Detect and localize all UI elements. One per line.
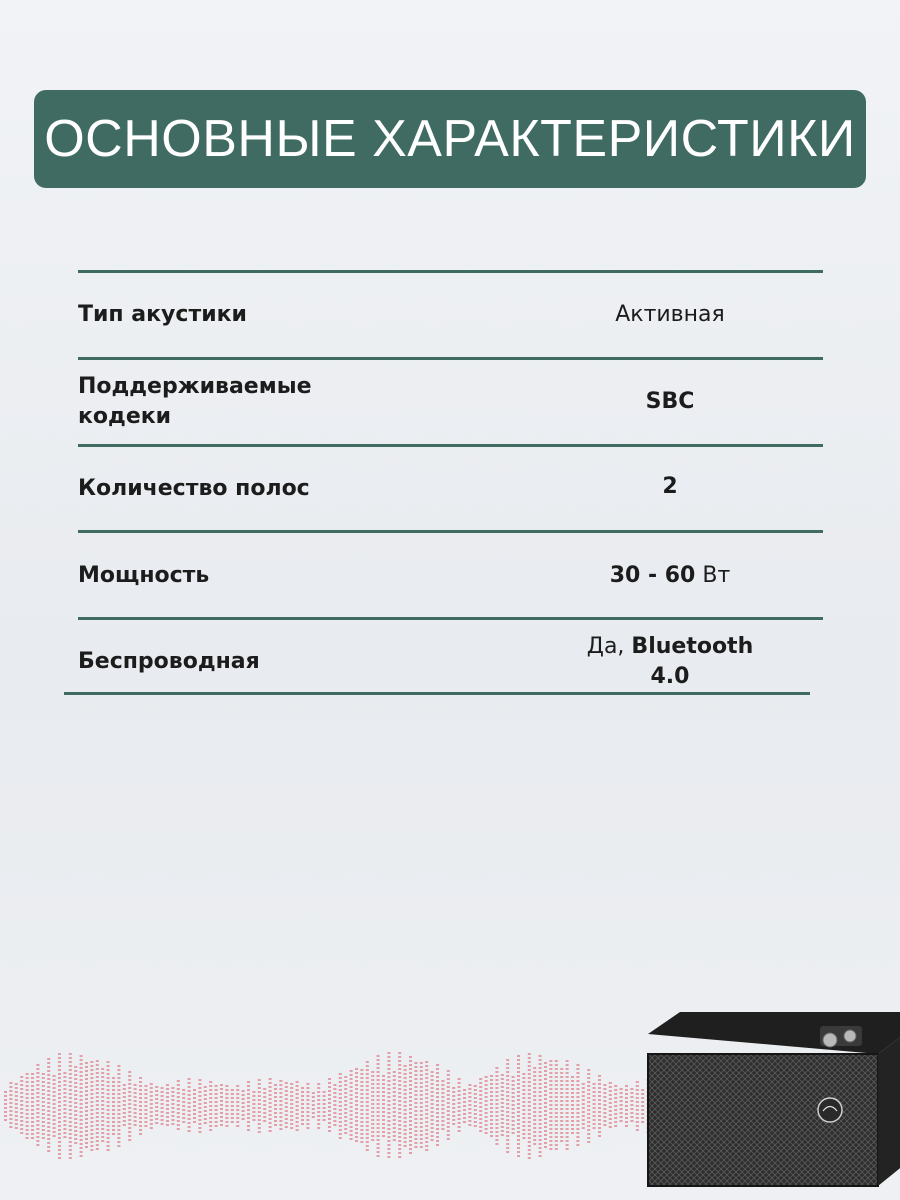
spec-value-codecs-text: SBC bbox=[645, 389, 695, 414]
spec-label-bands: Количество полос bbox=[78, 476, 310, 501]
spec-value-type: Активная bbox=[615, 302, 725, 327]
speaker-image bbox=[640, 1010, 900, 1190]
spec-label-power: Мощность bbox=[78, 563, 210, 588]
spec-label-type: Тип акустики bbox=[78, 302, 247, 327]
divider bbox=[78, 444, 823, 447]
waveform-decoration bbox=[0, 1040, 720, 1170]
divider bbox=[78, 530, 823, 533]
spec-value-bands-text: 2 bbox=[662, 474, 678, 499]
spec-value-bands bbox=[560, 472, 780, 502]
spec-value-wireless-prefix: Да, bbox=[586, 634, 625, 659]
spec-label-codecs-line1: Поддерживаемые bbox=[78, 374, 312, 399]
spec-value-codecs bbox=[560, 387, 780, 417]
spec-value-power bbox=[560, 561, 780, 591]
spec-value-wireless-version: 4.0 bbox=[650, 664, 690, 689]
title-banner bbox=[34, 90, 866, 188]
divider bbox=[78, 270, 823, 273]
spec-value-power-unit: Вт bbox=[702, 563, 731, 588]
spec-label-codecs bbox=[78, 372, 312, 432]
page-title: ОСНОВНЫЕ ХАРАКТЕРИСТИКИ bbox=[44, 110, 856, 168]
spec-value-wireless-bt: Bluetooth bbox=[631, 634, 754, 659]
spec-label-codecs-line2: кодеки bbox=[78, 404, 172, 429]
spec-value-power-number: 30 - 60 bbox=[609, 563, 696, 588]
spec-label-wireless: Беспроводная bbox=[78, 649, 260, 674]
divider bbox=[64, 692, 810, 695]
spec-value-wireless bbox=[560, 632, 780, 692]
divider bbox=[78, 357, 823, 360]
divider bbox=[78, 617, 823, 620]
